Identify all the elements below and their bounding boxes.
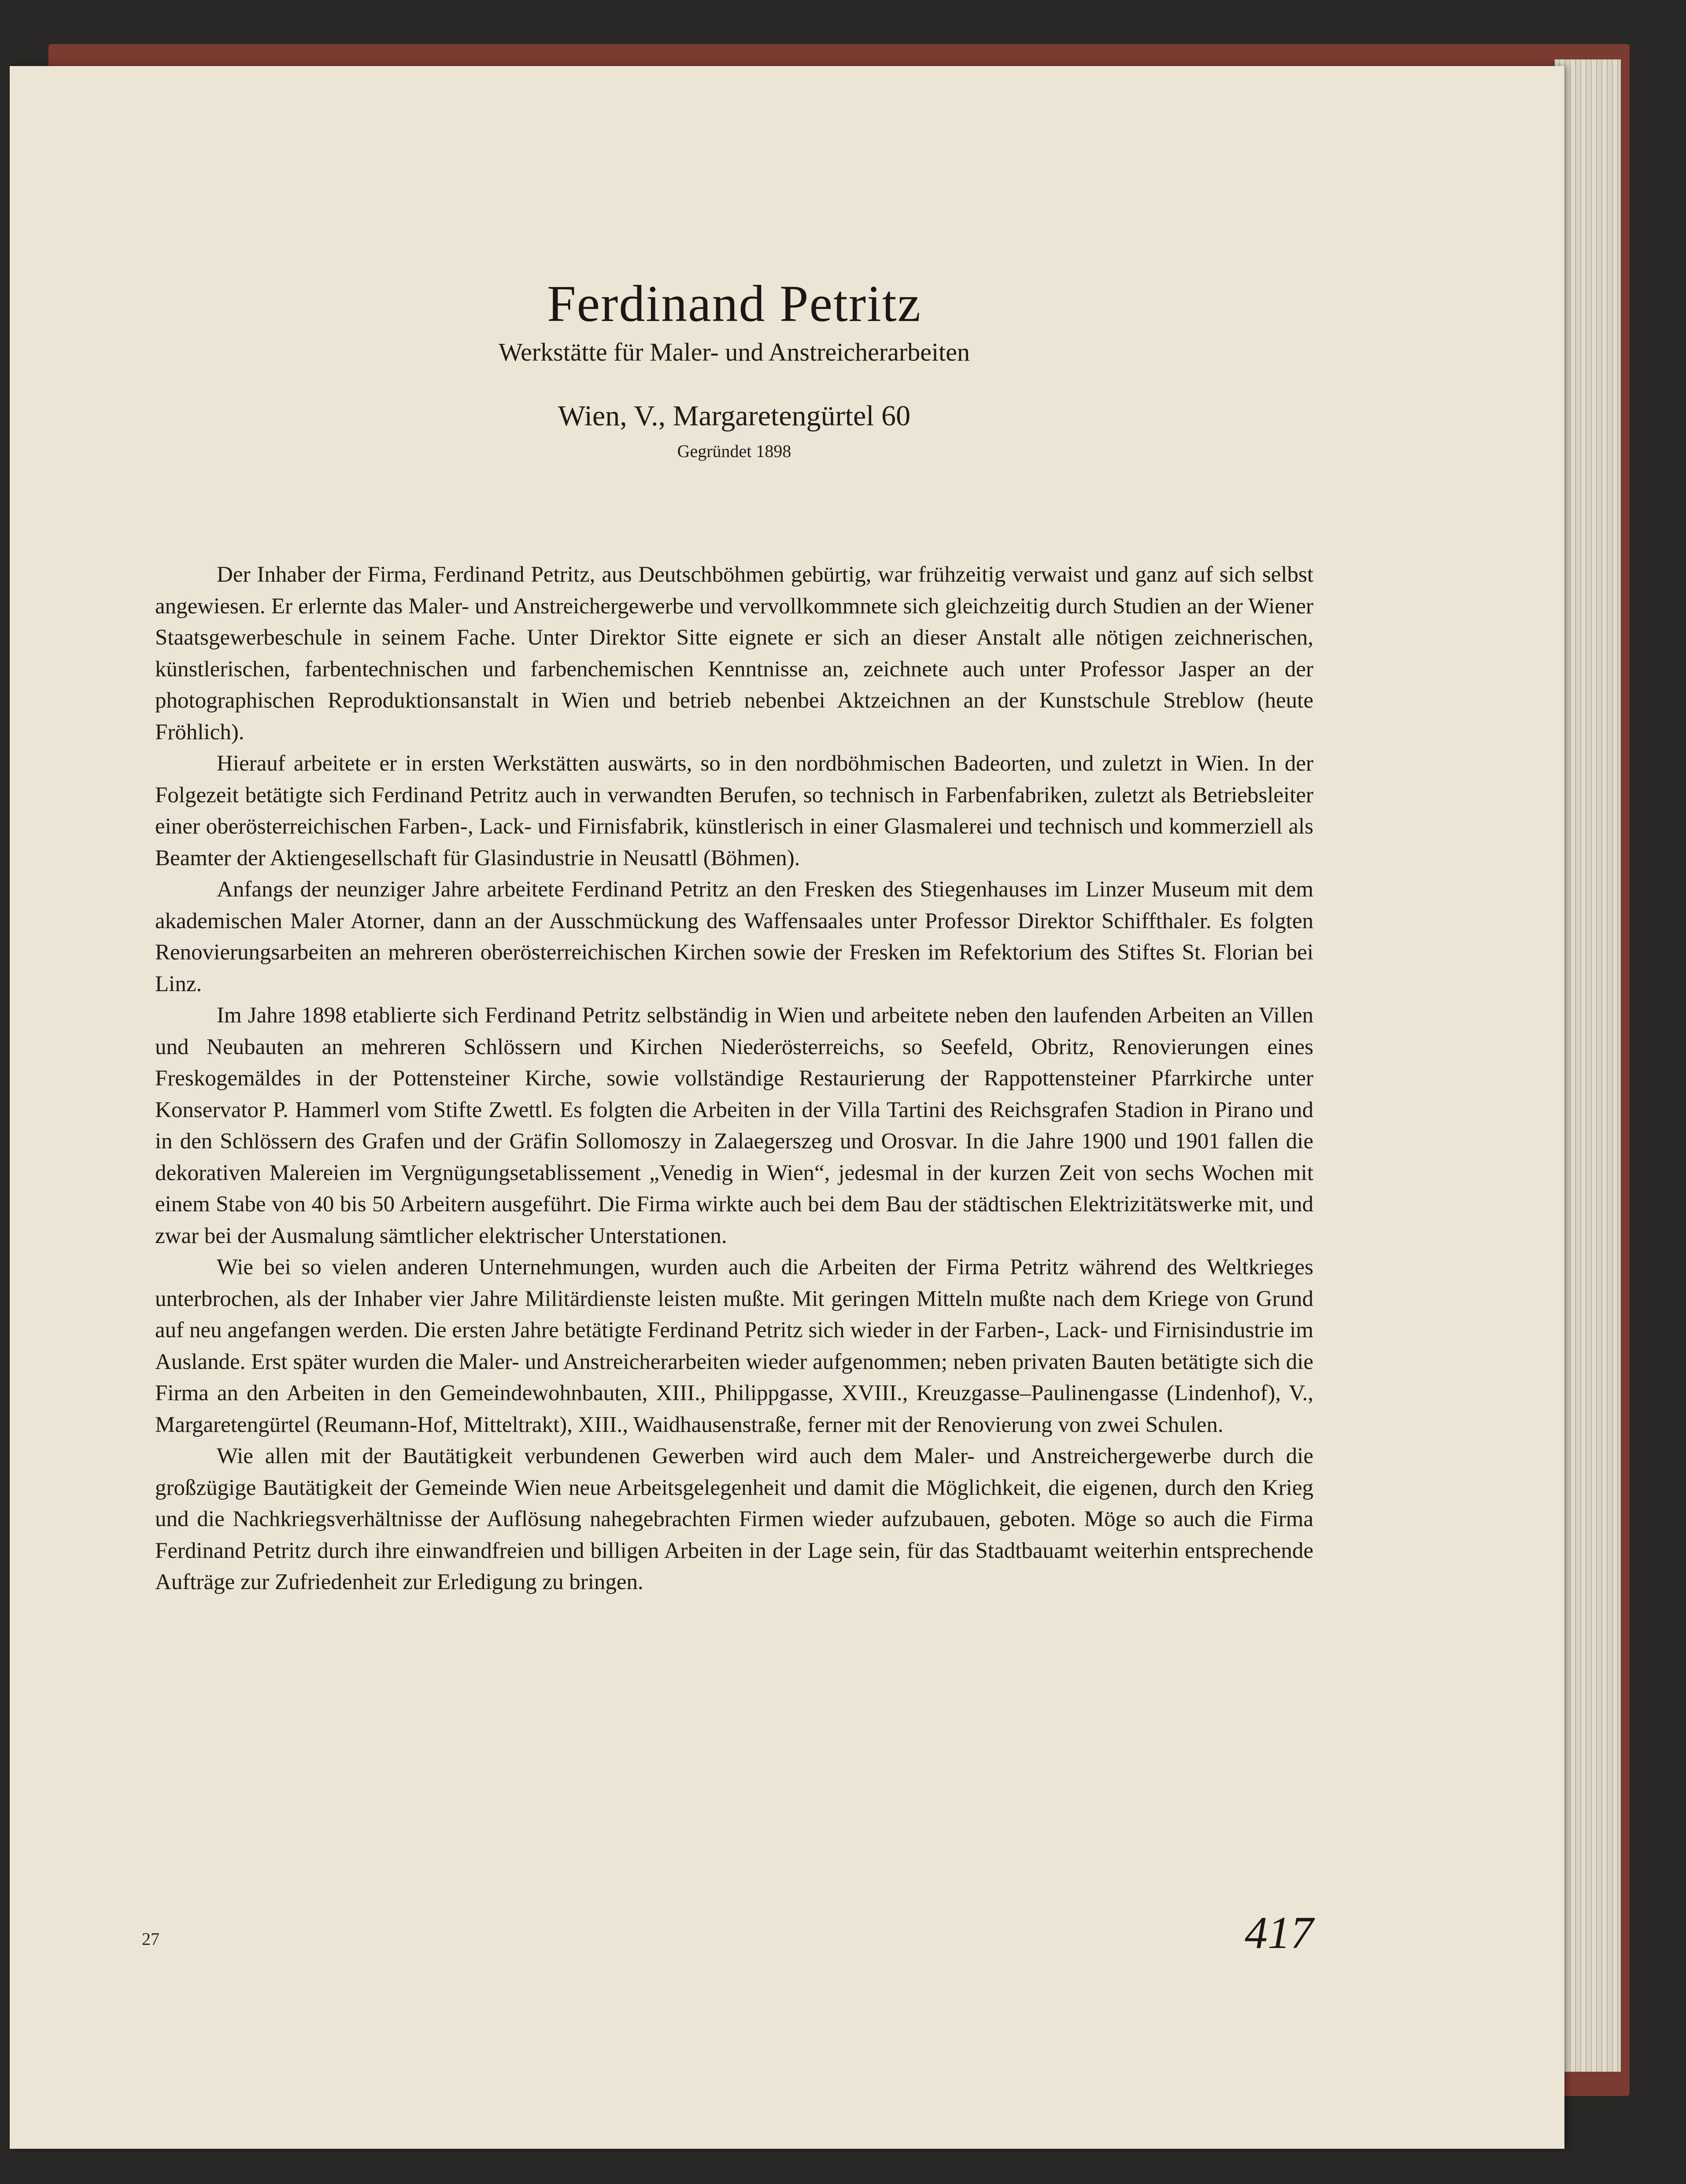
paragraph: Der Inhaber der Firma, Ferdinand Petritz, aus Deutschböhmen gebürtig, war frühzeitig verwaist und ganz auf sich selbst angewiesen. Er erlernte das Maler- und Anstreichergewerbe und vervollkommnete sich gleichzeitig durch Studien an der Wiener Staatsgewerbeschule in seinem Fache. Unter Direktor Sitte eignete er sich an dieser Anstalt alle nötigen zeichnerischen, künstlerischen, farbentechnischen und farbenchemischen Kenntnisse an, zeichnete auch unter Professor Jasper an der photographischen Reproduktionsanstalt in Wien und betrieb nebenbei Aktzeichnen an der Kunstschule Streblow (heute Fröhlich).	[155, 562, 1313, 745]
founded-year: Gegründet 1898	[677, 441, 791, 461]
signature-mark: 27	[142, 1929, 159, 1949]
page-number: 417	[1245, 1907, 1313, 1958]
paragraph: Im Jahre 1898 etablierte sich Ferdinand Petritz selbständig in Wien und arbeitete neben den laufenden Arbeiten an Villen und Neubauten an mehreren Schlössern und Kirchen Niederösterreichs, so Seefeld, Obritz, Renovierungen eines Freskogemäldes in der Pottensteiner Kirche, sowie vollständige Restaurierung der Rappottensteiner Pfarrkirche unter Konservator P. Hammerl vom Stifte Zwettl. Es folgten die Arbeiten in der Villa Tartini des Reichsgrafen Stadion in Pirano und in den Schlössern des Grafen und der Gräfin Sollomoszy in Zalaegerszeg und Orosvar. In die Jahre 1900 und 1901 fallen die dekorativen Malereien im Vergnügungsetablissement „Venedig in Wien“, jedesmal in der kurzen Zeit von sechs Wochen mit einem Stabe von 40 bis 50 Arbeitern ausgeführt. Die Firma wirkte auch bei dem Bau der städtischen Elektrizitätswerke mit, und zwar bei der Ausmalung sämtlicher elektrischer Unterstationen.	[155, 1003, 1313, 1248]
body-text	[155, 559, 1313, 1598]
paragraph: Wie allen mit der Bautätigkeit verbundenen Gewerben wird auch dem Maler- und Anstreichergewerbe durch die großzügige Bautätigkeit der Gemeinde Wien neue Arbeitsgelegenheit und damit die Möglichkeit, die eigenen, durch den Krieg und die Nachkriegsverhältnisse der Auflösung nahegebrachten Firmen wieder aufzubauen, geboten. Möge so auch die Firma Ferdinand Petritz durch ihre einwandfreien und billigen Arbeiten in der Lage sein, für das Stadtbauamt weiterhin entsprechende Aufträge zur Zufriedenheit zur Erledigung zu bringen.	[155, 1444, 1313, 1594]
paragraph: Hierauf arbeitete er in ersten Werkstätten auswärts, so in den nordböhmischen Badeorten, und zuletzt in Wien. In der Folgezeit betätigte sich Ferdinand Petritz auch in verwandten Berufen, so technisch in Farbenfabriken, zuletzt als Betriebsleiter einer oberösterreichischen Farben-, Lack- und Firnisfabrik, künstlerisch in einer Glasmalerei und technisch und kommerziell als Beamter der Aktiengesellschaft für Glasindustrie in Neusattl (Böhmen).	[155, 751, 1313, 871]
trade-subtitle: Werkstätte für Maler- und Anstreicherarbeiten	[499, 338, 970, 366]
company-title: Ferdinand Petritz	[547, 275, 921, 332]
page-stack	[1555, 59, 1621, 2072]
paragraph: Wie bei so vielen anderen Unternehmungen, wurden auch die Arbeiten der Firma Petritz während des Weltkrieges unterbrochen, als der Inhaber vier Jahre Militärdienste leisten mußte. Mit geringen Mitteln mußte nach dem Kriege von Grund auf neu angefangen werden. Die ersten Jahre betätigte Ferdinand Petritz sich wieder in der Farben-, Lack- und Firnisindustrie im Auslande. Erst später wurden die Maler- und Anstreicherarbeiten wieder aufgenommen; neben privaten Bauten betätigte sich die Firma an den Arbeiten in den Gemeindewohnbauten, XIII., Philippgasse, XVIII., Kreuzgasse–Paulinengasse (Lindenhof), V., Margaretengürtel (Reumann-Hof, Mitteltrakt), XIII., Waidhausenstraße, ferner mit der Renovierung von zwei Schulen.	[155, 1255, 1313, 1437]
paragraph: Anfangs der neunziger Jahre arbeitete Ferdinand Petritz an den Fresken des Stiegenhauses im Linzer Museum mit dem akademischen Maler Atorner, dann an der Ausschmückung des Waffensaales unter Professor Direktor Schiffthaler. Es folgten Renovierungsarbeiten an mehreren oberösterreichischen Kirchen sowie der Fresken im Refektorium des Stiftes St. Florian bei Linz.	[155, 877, 1313, 996]
company-address: Wien, V., Margaretengürtel 60	[558, 400, 911, 432]
book-page	[10, 66, 1564, 2149]
